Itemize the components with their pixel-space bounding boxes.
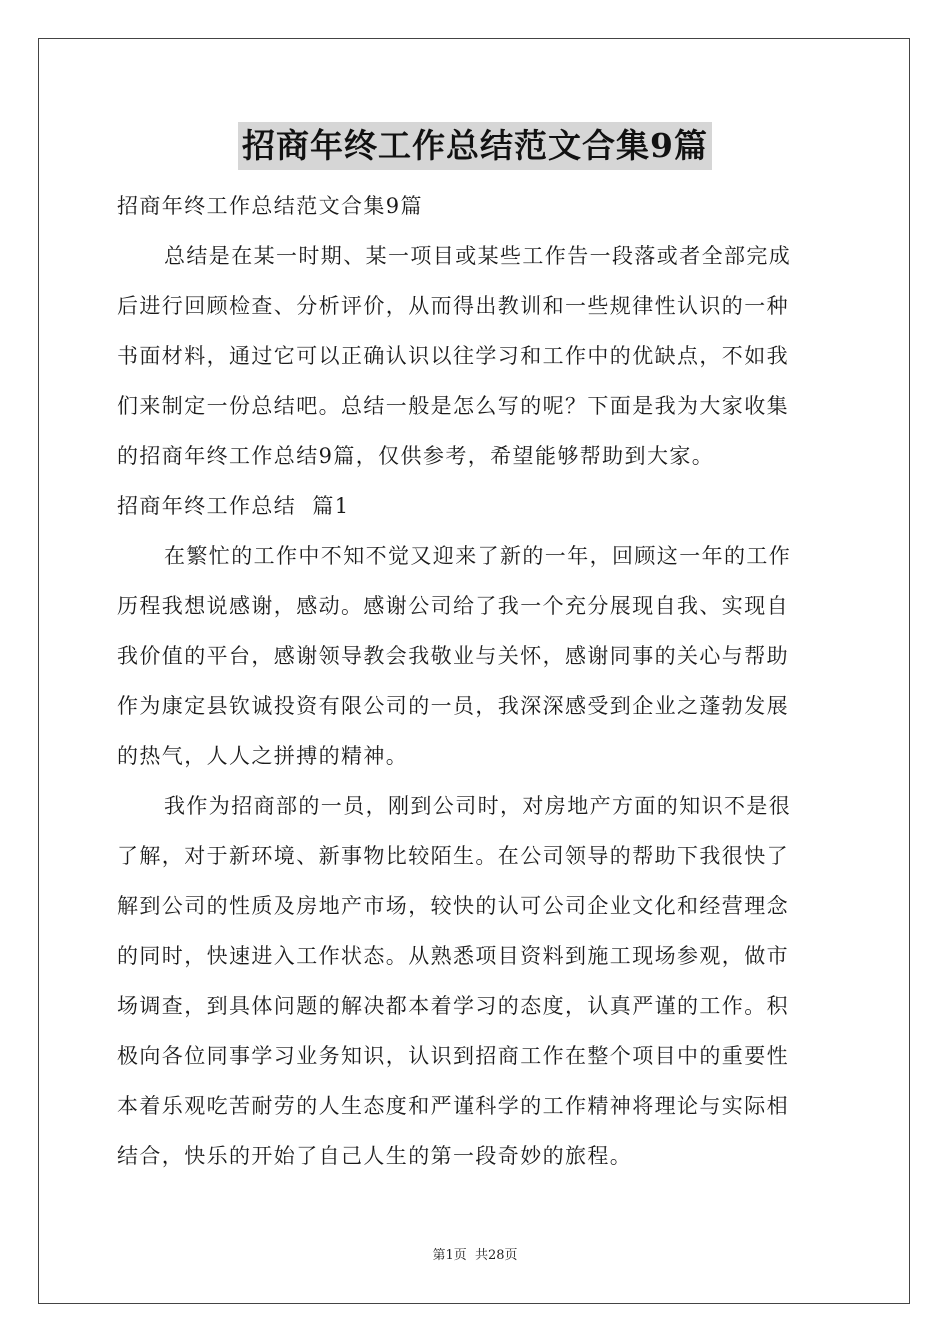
paragraph-line: 场调查，到具体问题的解决都本着学习的态度，认真严谨的工作。积 — [117, 994, 789, 1018]
document-title: 招商年终工作总结范文合集9篇 — [238, 122, 712, 170]
page-footer: 第1页 共28页 — [432, 1248, 518, 1263]
paragraph-line: 历程我想说感谢，感动。感谢公司给了我一个充分展现自我、实现自 — [117, 594, 789, 618]
paragraph-line: 作为康定县钦诚投资有限公司的一员，我深深感受到企业之蓬勃发展 — [117, 694, 789, 718]
paragraph-line: 的招商年终工作总结9篇，仅供参考，希望能够帮助到大家。 — [117, 444, 715, 468]
paragraph-line: 们来制定一份总结吧。总结一般是怎么写的呢？下面是我为大家收集 — [117, 394, 789, 418]
section-heading: 招商年终工作总结 篇1 — [117, 494, 350, 518]
paragraph-line: 总结是在某一时期、某一项目或某些工作告一段落或者全部完成 — [164, 244, 792, 268]
paragraph-line: 书面材料，通过它可以正确认识以往学习和工作中的优缺点，不如我 — [117, 344, 789, 368]
paragraph-line: 的同时，快速进入工作状态。从熟悉项目资料到施工现场参观，做市 — [117, 944, 789, 968]
paragraph-line: 极向各位同事学习业务知识，认识到招商工作在整个项目中的重要性 — [117, 1044, 789, 1068]
paragraph-line: 后进行回顾检查、分析评价，从而得出教训和一些规律性认识的一种 — [117, 294, 789, 318]
paragraph-line: 我作为招商部的一员，刚到公司时，对房地产方面的知识不是很 — [164, 794, 792, 818]
paragraph-line: 结合，快乐的开始了自己人生的第一段奇妙的旅程。 — [117, 1144, 633, 1168]
document-subtitle: 招商年终工作总结范文合集9篇 — [117, 194, 423, 218]
document-body — [117, 181, 833, 1181]
paragraph-line: 本着乐观吃苦耐劳的人生态度和严谨科学的工作精神将理论与实际相 — [117, 1094, 789, 1118]
paragraph-line: 在繁忙的工作中不知不觉又迎来了新的一年，回顾这一年的工作 — [164, 544, 792, 568]
paragraph-line: 解到公司的性质及房地产市场，较快的认可公司企业文化和经营理念 — [117, 894, 789, 918]
paragraph-line: 了解，对于新环境、新事物比较陌生。在公司领导的帮助下我很快了 — [117, 844, 789, 868]
paragraph-line: 的热气，人人之拼搏的精神。 — [117, 744, 409, 768]
title-container — [0, 122, 950, 170]
paragraph-line: 我价值的平台，感谢领导教会我敬业与关怀，感谢同事的关心与帮助 — [117, 644, 789, 668]
